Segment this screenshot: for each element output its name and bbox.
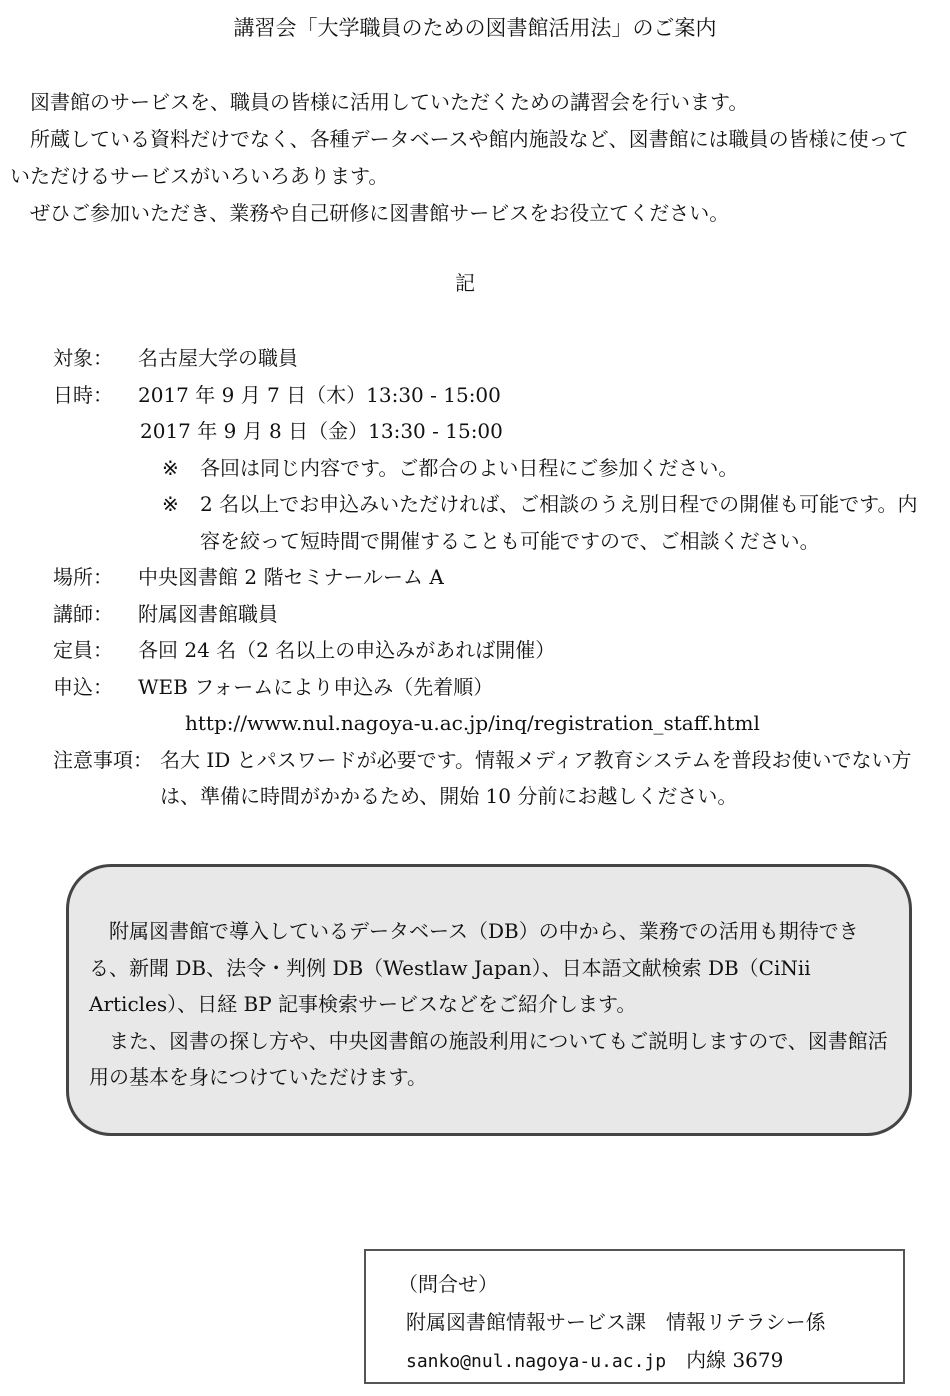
intro-paragraph: 図書館のサービスを、職員の皆様に活用していただくための講習会を行います。 [30,90,749,114]
place-row [0,559,940,596]
registration-link[interactable]: http://www.nul.nagoya-u.ac.jp/inq/registration_staff.html [185,711,760,735]
note-row [0,486,940,559]
note-mark: ※ [162,455,179,480]
note-2: 2 名以上でお申込みいただければ、ご相談のうえ別日程での開催も可能です。内容を絞って短時間で開催することも可能ですので、ご相談ください。 [200,492,918,553]
info-paragraph-2: また、図書の探し方や、中央図書館の施設利用についてもご説明しますので、図書館活用の基本を身につけていただけます。 [89,1028,888,1089]
lecturer-row [0,596,940,633]
apply-value: WEB フォームにより申込み（先着順） [138,674,494,699]
target-row [0,340,940,377]
apply-row [0,669,940,706]
note-mark: ※ [162,492,179,516]
capacity-value: 各回 24 名（2 名以上の申込みがあれば開催） [138,638,556,662]
note-1: 各回は同じ内容です。ご都合のよい日程にご参加ください。 [200,455,739,480]
intro-paragraph: ぜひご参加いただき、業務や自己研修に図書館サービスをお役立てください。 [30,201,730,225]
caution-label: 注意事項： [53,747,153,772]
datetime-1: 2017 年 9 月 7 日（木）13:30 - 15:00 [138,382,501,407]
capacity-label: 定員： [53,638,113,662]
caution-value: 名大 ID とパスワードが必要です。情報メディア教育システムを普段お使いでない方は、準備に時間がかかるため、開始 10 分前にお越しください。 [160,747,912,808]
contact-box [364,1249,905,1384]
lecturer-value: 附属図書館職員 [138,601,278,626]
apply-label: 申込： [53,674,113,699]
contact-dept: 附属図書館情報サービス課 情報リテラシー係 [406,1310,826,1334]
info-paragraph-1: 附属図書館で導入しているデータベース（DB）の中から、業務での活用も期待できる、新聞 DB、法令・判例 DB（Westlaw Japan）、日本語文献検索 DB（CiNii Articles）、日経 BP 記事検索サービスなどをご紹介します。 [89,919,859,1016]
intro-section [10,84,925,232]
ki-heading: 記 [455,271,475,295]
datetime-2: 2017 年 9 月 8 日（金）13:30 - 15:00 [140,419,503,443]
caution-row [0,742,940,815]
place-label: 場所： [53,565,113,589]
target-value: 名古屋大学の職員 [138,346,298,370]
contact-email[interactable]: sanko@nul.nagoya-u.ac.jp [406,1351,667,1372]
place-value: 中央図書館 2 階セミナールーム A [138,565,444,589]
info-box [66,864,912,1136]
lecturer-label: 講師： [53,601,113,626]
datetime-row [0,377,940,414]
details-section [0,340,940,815]
target-label: 対象： [53,346,113,370]
page-title: 講習会「大学職員のための図書館活用法」のご案内 [233,16,717,40]
contact-line [398,1341,903,1381]
datetime-label: 日時： [53,382,113,407]
contact-heading: （問合せ） [398,1272,498,1296]
note-row [0,450,940,487]
contact-extension: 内線 3679 [686,1348,784,1372]
intro-paragraph: 所蔵している資料だけでなく、各種データベースや館内施設など、図書館には職員の皆様に使っていただけるサービスがいろいろあります。 [10,127,909,188]
capacity-row [0,632,940,669]
